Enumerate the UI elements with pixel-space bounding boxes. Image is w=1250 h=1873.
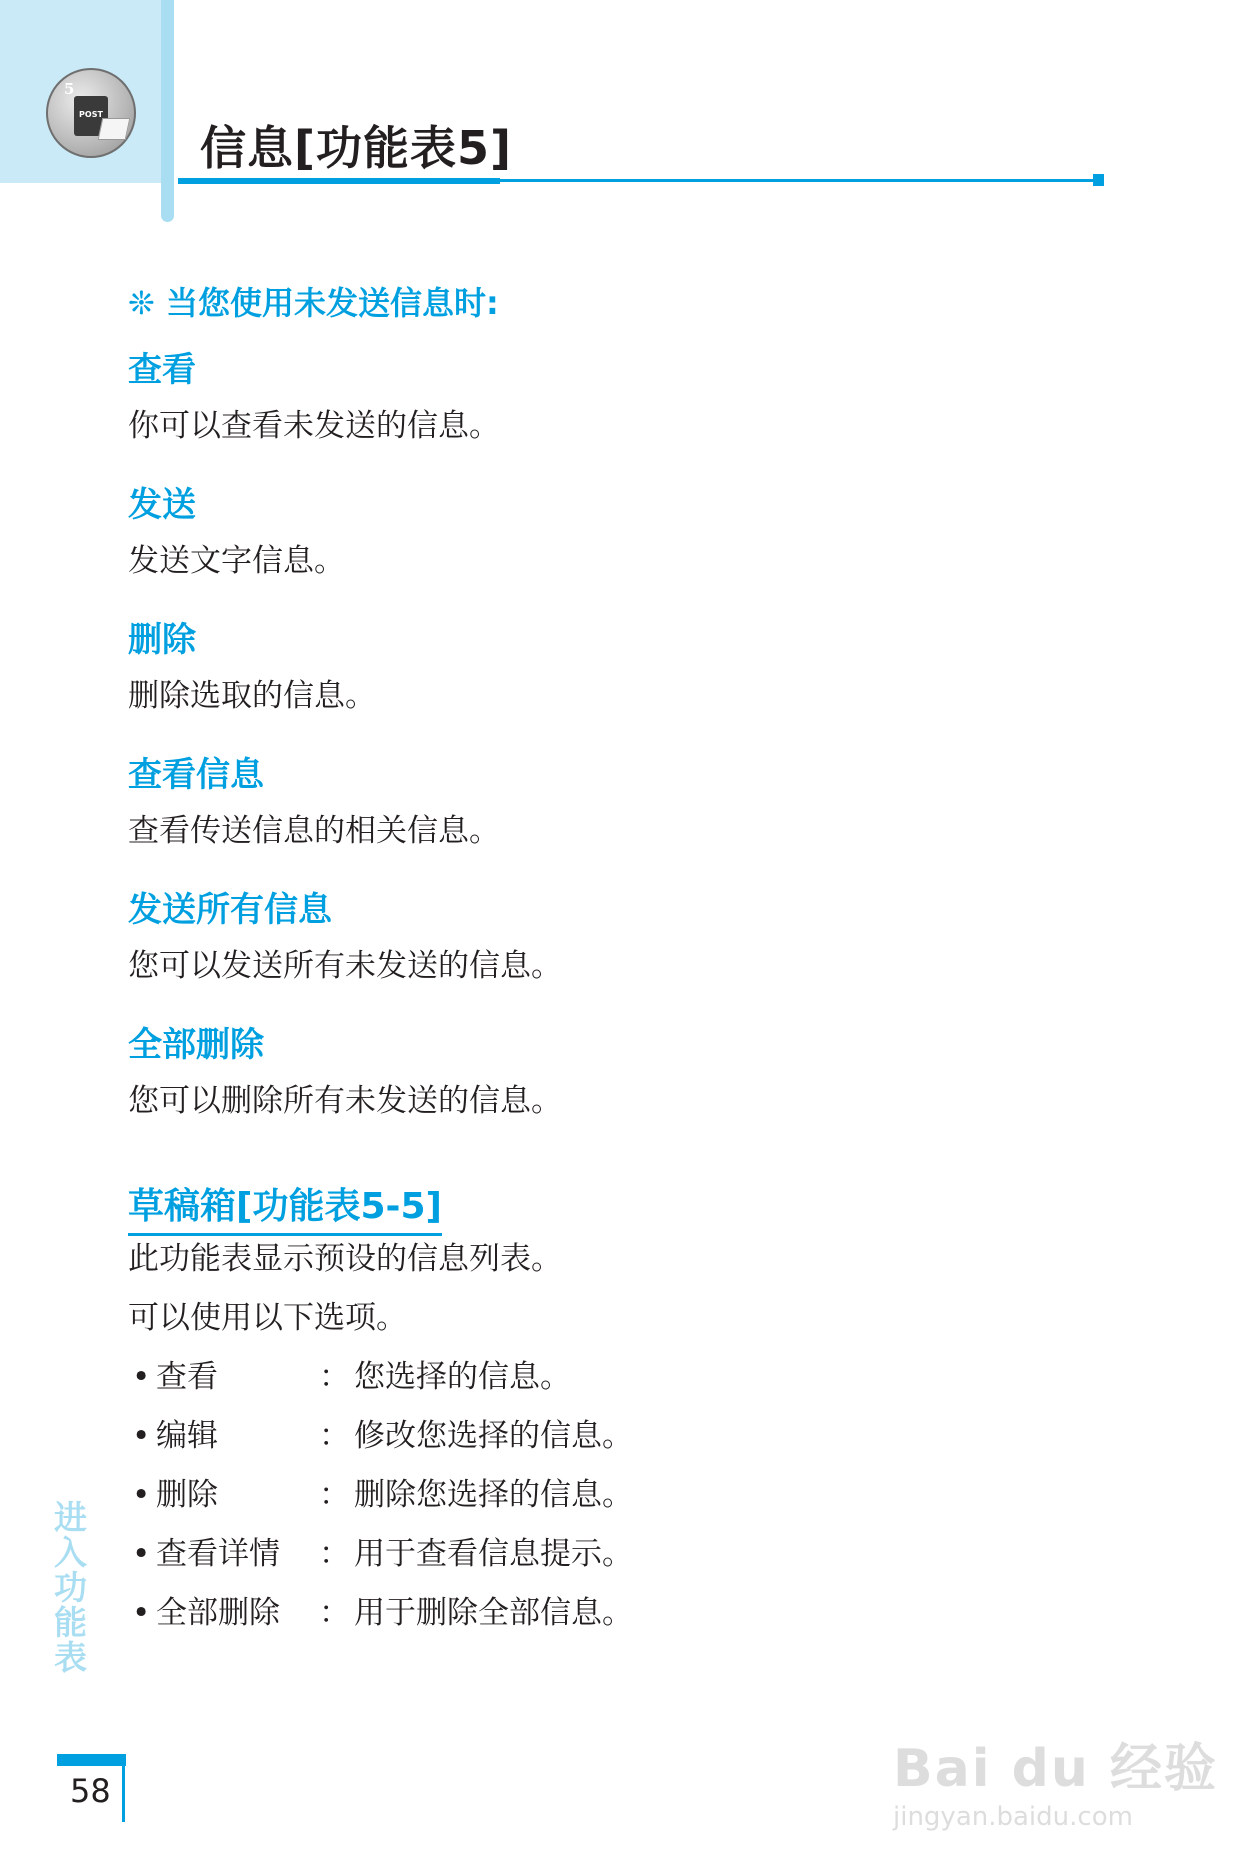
section-send <box>128 485 1028 581</box>
option-description: 您选择的信息。 <box>354 1359 571 1395</box>
option-colon: ： <box>319 1418 350 1454</box>
section-heading: 发送所有信息 <box>128 890 332 930</box>
watermark-brand: Bai du 经验 <box>893 1739 1218 1799</box>
option-colon: ： <box>319 1536 350 1572</box>
header-vertical-bar <box>161 0 174 222</box>
option-colon: ： <box>319 1595 350 1631</box>
option-item <box>132 1534 832 1574</box>
page-title: 信息[功能表5] <box>200 121 513 175</box>
drafts-description: 此功能表显示预设的信息列表。 <box>128 1241 562 1277</box>
bullet: • <box>132 1418 151 1454</box>
drafts-options-intro: 可以使用以下选项。 <box>128 1300 407 1336</box>
section-delete-all <box>128 1025 1028 1121</box>
side-section-label: 进入功能表 <box>49 1500 88 1675</box>
bullet: • <box>132 1536 151 1572</box>
mailbox-icon <box>46 68 136 158</box>
section-heading: 发送 <box>128 485 196 525</box>
option-name: 查看 <box>156 1359 218 1395</box>
option-description: 修改您选择的信息。 <box>354 1418 633 1454</box>
section-heading: 全部删除 <box>128 1025 264 1065</box>
option-colon: ： <box>319 1359 350 1395</box>
section-heading: 删除 <box>128 620 196 660</box>
drafts-title: 草稿箱[功能表5-5] <box>128 1178 442 1236</box>
section-view <box>128 350 1028 446</box>
section-heading: 查看信息 <box>128 755 264 795</box>
title-rule-end <box>1093 174 1104 186</box>
menu-number: 5 <box>64 80 75 98</box>
page-tab-edge <box>122 1754 125 1822</box>
option-item <box>132 1475 832 1515</box>
page-tab <box>57 1754 126 1766</box>
bullet: • <box>132 1595 151 1631</box>
option-name: 查看详情 <box>156 1536 280 1572</box>
page-number: 58 <box>70 1772 111 1810</box>
option-item <box>132 1416 832 1456</box>
option-description: 用于查看信息提示。 <box>354 1536 633 1572</box>
unsent-messages-subhead: ❊ 当您使用未发送信息时: <box>128 284 499 322</box>
section-send-all <box>128 890 1028 986</box>
section-view-info <box>128 755 1028 851</box>
option-name: 全部删除 <box>156 1595 280 1631</box>
section-delete <box>128 620 1028 716</box>
baidu-watermark <box>893 1690 1218 1832</box>
section-text: 您可以删除所有未发送的信息。 <box>128 1083 562 1119</box>
option-item <box>132 1357 832 1397</box>
bullet: • <box>132 1477 151 1513</box>
section-text: 删除选取的信息。 <box>128 678 376 714</box>
bullet: • <box>132 1359 151 1395</box>
option-item <box>132 1593 832 1633</box>
watermark-url: jingyan.baidu.com <box>893 1802 1133 1832</box>
section-text: 查看传送信息的相关信息。 <box>128 813 500 849</box>
option-name: 编辑 <box>156 1418 218 1454</box>
section-text: 您可以发送所有未发送的信息。 <box>128 948 562 984</box>
title-rule <box>178 179 1102 182</box>
option-colon: ： <box>319 1477 350 1513</box>
section-text: 发送文字信息。 <box>128 543 345 579</box>
section-heading: 查看 <box>128 350 196 390</box>
option-description: 用于删除全部信息。 <box>354 1595 633 1631</box>
option-name: 删除 <box>156 1477 218 1513</box>
option-description: 删除您选择的信息。 <box>354 1477 633 1513</box>
section-text: 你可以查看未发送的信息。 <box>128 408 500 444</box>
post-label: POST <box>79 110 103 119</box>
parcel-icon <box>98 118 131 140</box>
